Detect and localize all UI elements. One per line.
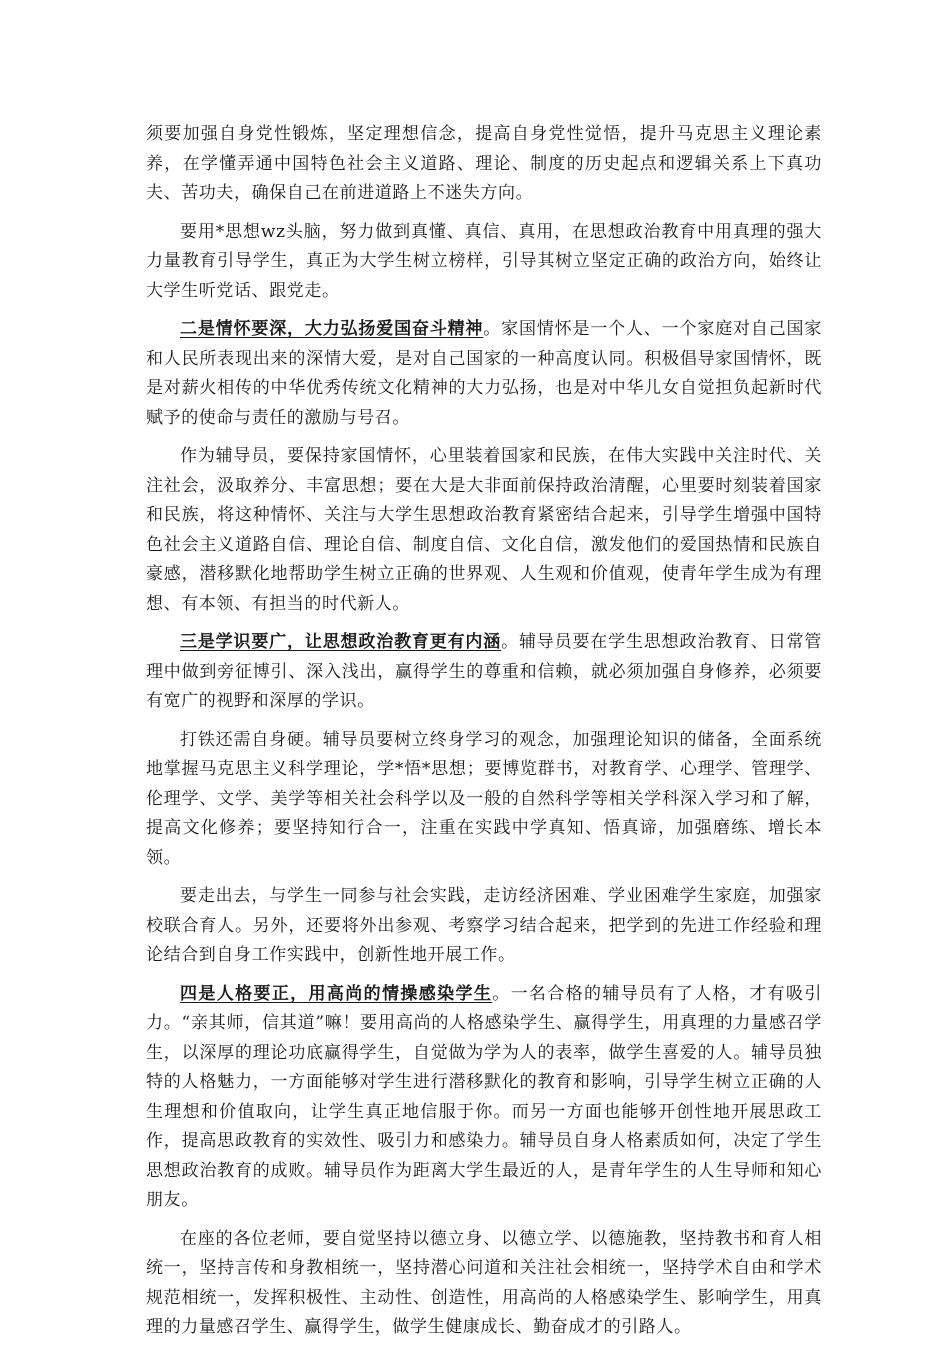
paragraph-text: 须要加强自身党性锻炼，坚定理想信念，提高自身党性觉悟，提升马克思主义理论素养，在学懂弄通中国特色社会主义道路、理论、制度的历史起点和逻辑关系上下真功夫、苦功夫，确保自己在前进道路上不迷失方向。	[146, 124, 822, 203]
paragraph-3	[146, 315, 822, 433]
paragraph-4	[146, 442, 822, 619]
paragraph-text: 。一名合格的辅导员有了人格，才有吸引力。“亲其师，信其道”嘛！要用高尚的人格感染学生、赢得学生，用真理的力量感召学生，以深厚的理论功底赢得学生，自觉做为学为人的表率，做学生喜爱的人。辅导员独特的人格魅力，一方面能够对学生进行潜移默化的教育和影响，引导学生树立正确的人生理想和价值取向，让学生真正地信服于你。而另一方面也能够开创性地开展思政工作，提高思政教育的实效性、吸引力和感染力。辅导员自身人格素质如何，决定了学生思想政治教育的成败。辅导员作为距离大学生最近的人，是青年学生的人生导师和知心朋友。	[146, 983, 822, 1210]
section-heading-3: 三是学识要广，让思想政治教育更有内涵	[180, 632, 502, 652]
paragraph-text: 作为辅导员，要保持家国情怀，心里装着国家和民族，在伟大实践中关注时代、关注社会，汲取养分、丰富思想；要在大是大非面前保持政治清醒，心里要时刻装着国家和民族，将这种情怀、关注与大学生思想政治教育紧密结合起来，引导学生增强中国特色社会主义道路自信、理论自信、制度自信、文化自信，激发他们的爱国热情和民族自豪感，潜移默化地帮助学生树立正确的世界观、人生观和价值观，使青年学生成为有理想、有本领、有担当的时代新人。	[146, 446, 822, 614]
paragraph-text: 在座的各位老师，要自觉坚持以德立身、以德立学、以德施教，坚持教书和育人相统一，坚持言传和身教相统一，坚持潜心问道和关注社会相统一，坚持学术自由和学术规范相统一，发挥积极性、主动性、创造性，用高尚的人格感染学生、影响学生，用真理的力量感召学生、赢得学生，做学生健康成长、勤奋成才的引路人。	[146, 1228, 822, 1337]
paragraph-text: 要用*思想wz头脑，努力做到真懂、真信、真用，在思想政治教育中用真理的强大力量教育引导学生，真正为大学生树立榜样，引导其树立坚定正确的政治方向，始终让大学生听党话、跟党走。	[146, 221, 822, 301]
section-heading-2: 二是情怀要深，大力弘扬爱国奋斗精神	[180, 319, 484, 339]
paragraph-8	[146, 980, 822, 1216]
paragraph-text: 。辅导员要在学生思想政治教育、日常管理中做到旁征博引、深入浅出，赢得学生的尊重和信赖，就必须加强自身修养，必须要有宽广的视野和深厚的学识。	[146, 632, 822, 711]
paragraph-text: 要走出去，与学生一同参与社会实践，走访经济困难、学业困难学生家庭，加强家校联合育人。另外，还要将外出参观、考察学习结合起来，把学到的先进工作经验和理论结合到自身工作实践中，创新性地开展工作。	[146, 886, 822, 965]
paragraph-1	[146, 120, 822, 209]
paragraph-text: 打铁还需自身硬。辅导员要树立终身学习的观念，加强理论知识的储备，全面系统地掌握马克思主义科学理论，学*悟*思想；要博览群书，对教育学、心理学、管理学、伦理学、文学、美学等相关社会科学以及一般的自然科学等相关学科深入学习和了解，提高文化修养；要坚持知行合一，注重在实践中学真知、悟真谛，加强磨练、增长本领。	[146, 729, 822, 868]
paragraph-9	[146, 1225, 822, 1343]
document-body	[146, 120, 822, 1352]
section-heading-4: 四是人格要正，用高尚的情操感染学生	[180, 983, 493, 1004]
paragraph-text: 。家国情怀是一个人、一个家庭对自己国家和人民所表现出来的深情大爱，是对自己国家的一种高度认同。积极倡导家国情怀，既是对薪火相传的中华优秀传统文化精神的大力弘扬，也是对中华儿女自觉担负起新时代赋予的使命与责任的激励与号召。	[146, 319, 822, 428]
paragraph-6	[146, 726, 822, 874]
paragraph-5	[146, 628, 822, 717]
paragraph-7	[146, 882, 822, 971]
paragraph-2	[146, 218, 822, 307]
